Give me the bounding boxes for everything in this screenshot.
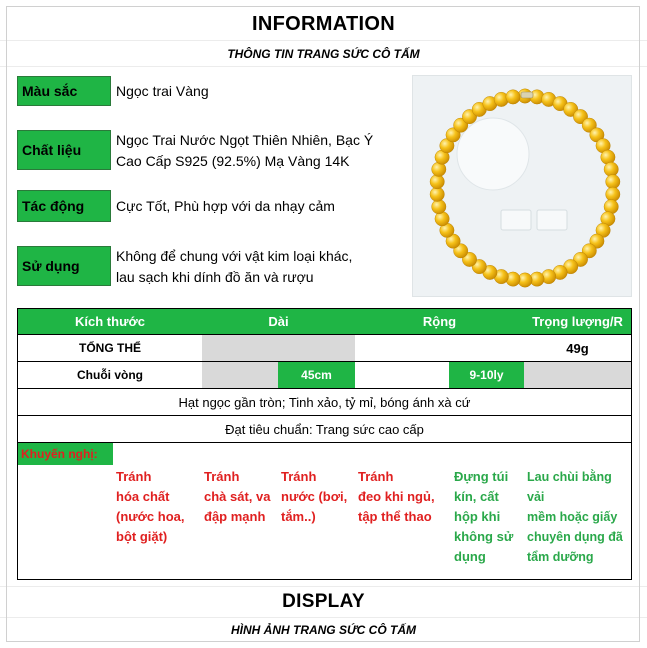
recommend-item — [204, 467, 280, 527]
effect-label: Tác động — [17, 190, 111, 222]
usage-value-line: Không để chung với vật kim loại khác, — [116, 248, 353, 264]
material-value-line: Cao Cấp S925 (92.5%) Mạ Vàng 14K — [116, 153, 350, 169]
recommend-line: Lau chùi bằng vải — [527, 470, 612, 504]
usage-label: Sử dụng — [17, 246, 111, 286]
recommend-line: dụng — [454, 549, 486, 564]
color-label: Màu sắc — [17, 76, 111, 106]
standard-note: Đạt tiêu chuẩn: Trang sức cao cấp — [225, 421, 424, 437]
page-subtitle: THÔNG TIN TRANG SỨC CÔ TẤM — [227, 47, 420, 61]
material-value — [116, 130, 408, 172]
strand-length: 45cm — [278, 362, 355, 388]
product-photo — [412, 75, 632, 297]
display-subtitle: HÌNH ẢNH TRANG SỨC CÔ TẤM — [230, 623, 417, 637]
display-title: DISPLAY — [282, 591, 365, 612]
pearl-necklace-icon — [413, 76, 632, 297]
recommend-item — [527, 467, 631, 567]
strand-width-pad — [355, 362, 449, 388]
recommend-line: tắm..) — [281, 509, 316, 524]
header-weight: Trọng lượng/R — [524, 309, 631, 334]
recommend-line: nước (bơi, — [281, 489, 348, 504]
header-length: Dài — [202, 309, 355, 334]
usage-value — [116, 246, 408, 288]
recommend-item — [281, 467, 357, 527]
pearl-bead — [604, 162, 618, 176]
recommend-line: chà sát, va — [204, 489, 271, 504]
header-width: Rộng — [355, 309, 524, 334]
recommend-line: tập thể thao — [358, 509, 432, 524]
color-value — [116, 81, 406, 102]
recommend-item — [358, 467, 448, 527]
pearl-bead — [430, 175, 444, 189]
recommend-label: Khuyến nghị: — [18, 443, 113, 465]
recommend-item — [454, 467, 522, 567]
material-value-line: Ngọc Trai Nước Ngọt Thiên Nhiên, Bạc Ý — [116, 132, 374, 148]
recommend-line: Tránh — [204, 469, 240, 484]
recommend-line: bột giặt) — [116, 529, 168, 544]
recommend-line: đeo khi ngủ, — [358, 489, 435, 504]
recommend-line: kín, cất — [454, 489, 499, 504]
overall-label: TỔNG THỂ — [79, 341, 141, 355]
recommend-line: Tránh — [281, 469, 317, 484]
overall-width — [355, 335, 524, 361]
overall-length — [202, 335, 355, 361]
recommend-line: đập mạnh — [204, 509, 266, 524]
header-size: Kích thước — [18, 309, 202, 334]
recommend-line: chuyên dụng đã — [527, 530, 623, 544]
usage-value-line: lau sạch khi dính đồ ăn và rượu — [116, 269, 314, 285]
effect-value-line: Cực Tốt, Phù hợp với da nhạy cảm — [116, 198, 335, 214]
material-label: Chất liệu — [17, 130, 111, 170]
overall-weight: 49g — [566, 340, 589, 356]
recommend-line: Đựng túi — [454, 469, 509, 484]
strand-weight — [524, 362, 631, 388]
recommend-line: hộp khi — [454, 509, 501, 524]
recommend-line: (nước hoa, — [116, 509, 185, 524]
pearl-bead — [606, 187, 620, 201]
strand-width: 9-10ly — [449, 362, 524, 388]
recommend-line: hóa chất — [116, 489, 170, 504]
recommend-line: mềm hoặc giấy — [527, 510, 618, 524]
pearl-bead — [430, 187, 444, 201]
page-title: INFORMATION — [252, 13, 395, 35]
pearl-bead — [432, 200, 446, 214]
quality-note: Hạt ngọc gần tròn; Tinh xảo, tỷ mỉ, bóng ánh xà cứ — [178, 394, 471, 410]
effect-value — [116, 196, 406, 217]
pearl-bead — [506, 90, 520, 104]
color-value-line: Ngọc trai Vàng — [116, 83, 209, 99]
pearl-bead — [606, 175, 620, 189]
strand-length-pad — [202, 362, 278, 388]
recommend-line: Tránh — [116, 469, 152, 484]
size-table — [17, 308, 632, 580]
recommend-line: Tránh — [358, 469, 394, 484]
recommend-line: tẩm dưỡng — [527, 550, 594, 564]
recommend-item — [116, 467, 202, 547]
recommend-line: không sử — [454, 529, 514, 544]
strand-label: Chuỗi vòng — [77, 368, 143, 382]
